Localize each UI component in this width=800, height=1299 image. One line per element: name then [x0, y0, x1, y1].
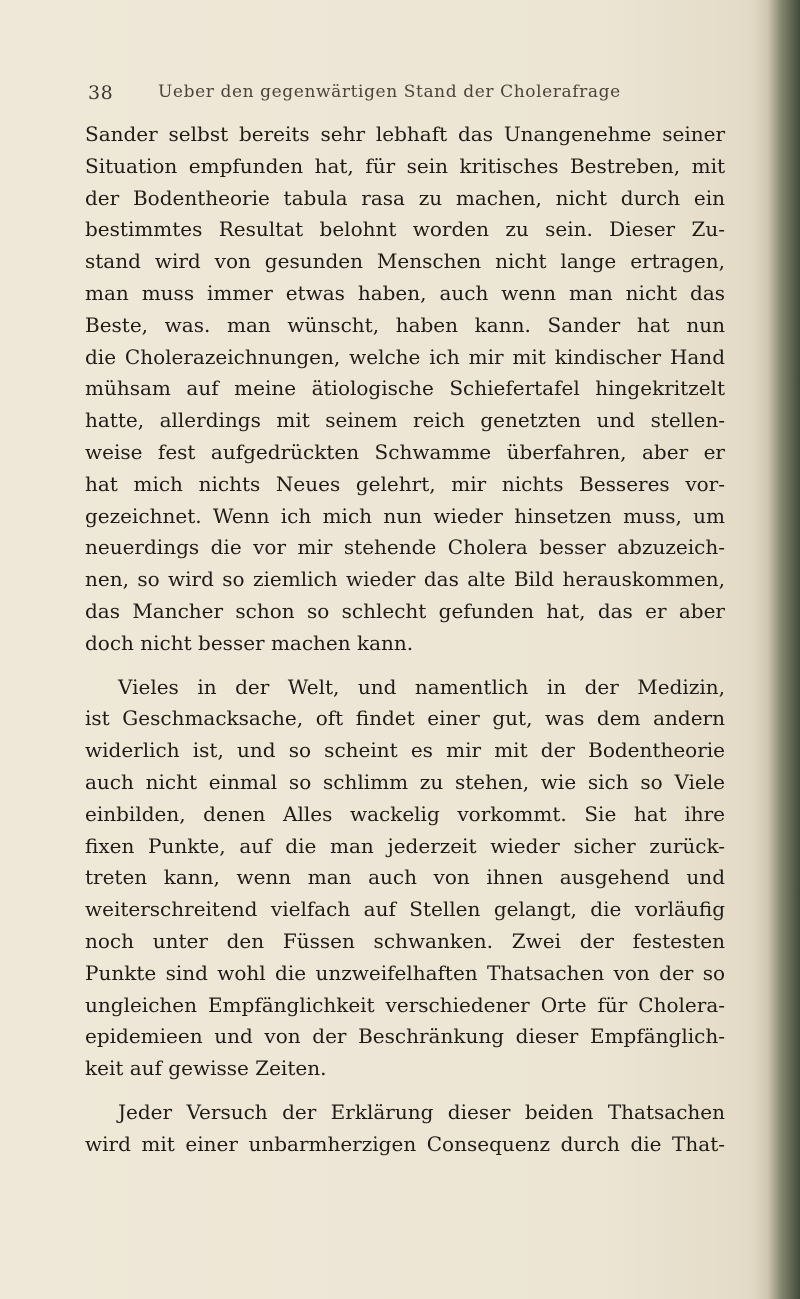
page-number: 38 — [88, 82, 114, 104]
paragraph-2 — [85, 672, 725, 1085]
page-edge-shadow — [754, 0, 800, 1299]
text-line: stand wird von gesunden Menschen nicht lange ertragen, — [85, 249, 725, 274]
text-line: gezeichnet. Wenn ich mich nun wieder hinsetzen muss, um — [85, 503, 725, 528]
text-line: hatte, allerdings mit seinem reich genetzten und stellen- — [85, 408, 725, 433]
text-line: weise fest aufgedrückten Schwamme überfahren, aber er — [85, 439, 725, 464]
text-line: epidemieen und von der Beschränkung dieser Empfänglich- — [85, 1024, 725, 1049]
text-line: man muss immer etwas haben, auch wenn man nicht das — [85, 280, 725, 305]
text-line: Sander selbst bereits sehr lebhaft das Unangenehme seiner — [85, 122, 725, 146]
text-line: auch nicht einmal so schlimm zu stehen, wie sich so Viele — [85, 769, 725, 794]
text-line: das Mancher schon so schlecht gefunden hat, das er aber — [85, 598, 725, 623]
text-line: hat mich nichts Neues gelehrt, mir nichts Besseres vor- — [85, 471, 725, 496]
running-head: Ueber den gegenwärtigen Stand der Cholerafrage — [158, 82, 621, 102]
text-line: einbilden, denen Alles wackelig vorkommt. Sie hat ihre — [85, 801, 725, 826]
text-line: neuerdings die vor mir stehende Cholera besser abzuzeich- — [85, 535, 725, 560]
text-line: Situation empfunden hat, für sein kritisches Bestreben, mit — [85, 153, 725, 178]
text-line: mühsam auf meine ätiologische Schiefertafel hingekritzelt — [85, 376, 725, 401]
text-line: ungleichen Empfänglichkeit verschiedener Orte für Cholera- — [85, 992, 725, 1017]
text-line: wird mit einer unbarmherzigen Consequenz durch die That- — [85, 1131, 725, 1156]
paragraph-1 — [85, 119, 725, 660]
paragraph-gap — [85, 660, 725, 672]
text-line: Vieles in der Welt, und namentlich in der Medizin, — [118, 674, 725, 699]
text-line: noch unter den Füssen schwanken. Zwei der festesten — [85, 928, 725, 953]
text-line: der Bodentheorie tabula rasa zu machen, nicht durch ein — [85, 185, 725, 210]
text-line: nen, so wird so ziemlich wieder das alte Bild herauskommen, — [85, 567, 725, 592]
page-header — [88, 82, 688, 110]
text-line: doch nicht besser machen kann. — [85, 630, 414, 655]
text-line: fixen Punkte, auf die man jederzeit wieder sicher zurück- — [85, 833, 725, 858]
text-line: keit auf gewisse Zeiten. — [85, 1056, 327, 1081]
text-line: die Cholerazeichnungen, welche ich mir mit kindischer Hand — [85, 344, 725, 369]
text-line: Jeder Versuch der Erklärung dieser beiden Thatsachen — [118, 1099, 725, 1124]
text-line: weiterschreitend vielfach auf Stellen gelangt, die vorläufig — [85, 897, 725, 922]
body-text — [85, 119, 725, 1161]
text-line: treten kann, wenn man auch von ihnen ausgehend und — [85, 865, 725, 890]
text-line: widerlich ist, und so scheint es mir mit der Bodentheorie — [85, 738, 725, 763]
paragraph-3 — [85, 1097, 725, 1161]
paragraph-gap — [85, 1085, 725, 1097]
text-line: Beste, was. man wünscht, haben kann. Sander hat nun — [85, 312, 725, 337]
text-line: bestimmtes Resultat belohnt worden zu sein. Dieser Zu- — [85, 217, 725, 242]
text-line: Punkte sind wohl die unzweifelhaften Thatsachen von der so — [85, 960, 725, 985]
text-line: ist Geschmacksache, oft findet einer gut, was dem andern — [85, 706, 725, 731]
